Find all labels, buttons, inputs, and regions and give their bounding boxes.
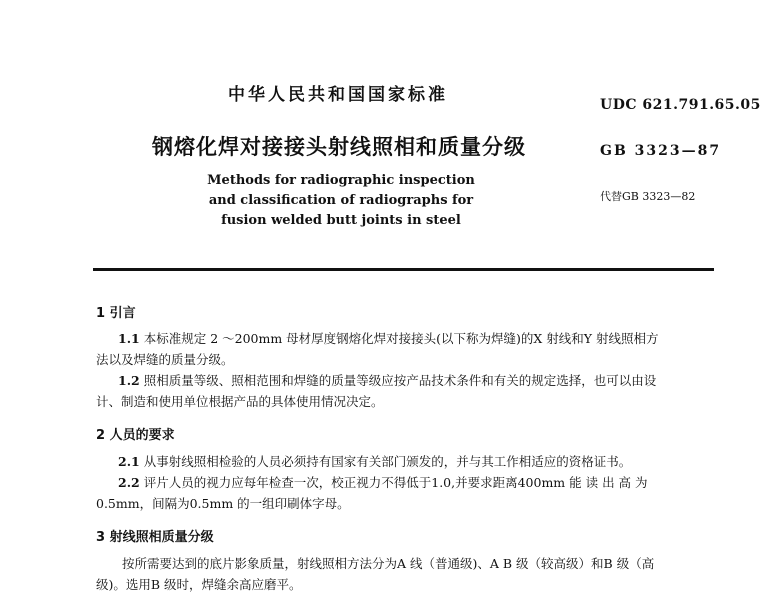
title-en-line: and classification of radiographs for bbox=[208, 193, 474, 208]
paragraph-line: 按所需要达到的底片影象质量，射线照相方法分为A 线（普通级)、A B 级（较高级）和B 级（高 bbox=[122, 556, 655, 571]
header-divider bbox=[93, 268, 714, 271]
clause-number: 1.2 bbox=[118, 373, 140, 388]
clause-number: 1.1 bbox=[118, 331, 140, 346]
paragraph-line bbox=[118, 370, 656, 391]
paragraph-line: 计、制造和使用单位根据产品的具体使用情况决定。 bbox=[96, 394, 384, 409]
clause-text: 评片人员的视力应每年检查一次，校正视力不得低于1.0,并要求距离400mm 能 读 出 高 为 bbox=[143, 475, 648, 490]
clause-text: 本标准规定 2 ～200mm 母材厚度钢熔化焊对接接头(以下称为焊缝)的X 射线和Y 射线照相方 bbox=[143, 331, 659, 346]
clause-number: 2.2 bbox=[118, 475, 140, 490]
udc-code: UDC 621.791.65.05 bbox=[600, 97, 761, 113]
paragraph-line: 法以及焊缝的质量分级。 bbox=[96, 352, 234, 367]
clause-text: 从事射线照相检验的人员必须持有国家有关部门颁发的，并与其工作相适应的资格证书。 bbox=[143, 454, 632, 469]
clause-number: 2.1 bbox=[118, 454, 140, 469]
title-en-line: fusion welded butt joints in steel bbox=[221, 213, 461, 228]
paragraph-line bbox=[118, 451, 631, 472]
national-standard-label: 中华人民共和国国家标准 bbox=[228, 85, 448, 105]
clause-text: 照相质量等级、照相范围和焊缝的质量等级应按产品技术条件和有关的规定选择，也可以由设 bbox=[143, 373, 657, 388]
paragraph-line bbox=[118, 472, 648, 493]
section-heading: 3 射线照相质量分级 bbox=[96, 530, 214, 545]
section-heading: 1 引言 bbox=[96, 306, 136, 321]
gb-number: GB 3323—87 bbox=[600, 143, 722, 159]
document-title-en bbox=[196, 171, 486, 231]
replaces-note: 代替GB 3323—82 bbox=[600, 190, 696, 203]
paragraph-line: 0.5mm，间隔为0.5mm 的一组印刷体字母。 bbox=[96, 496, 350, 511]
document-title-cn: 钢熔化焊对接接头射线照相和质量分级 bbox=[152, 135, 526, 159]
title-en-line: Methods for radiographic inspection bbox=[207, 173, 475, 188]
paragraph-line bbox=[118, 328, 659, 349]
paragraph-line: 级)。选用B 级时，焊缝余高应磨平。 bbox=[96, 577, 302, 592]
section-heading: 2 人员的要求 bbox=[96, 428, 175, 443]
